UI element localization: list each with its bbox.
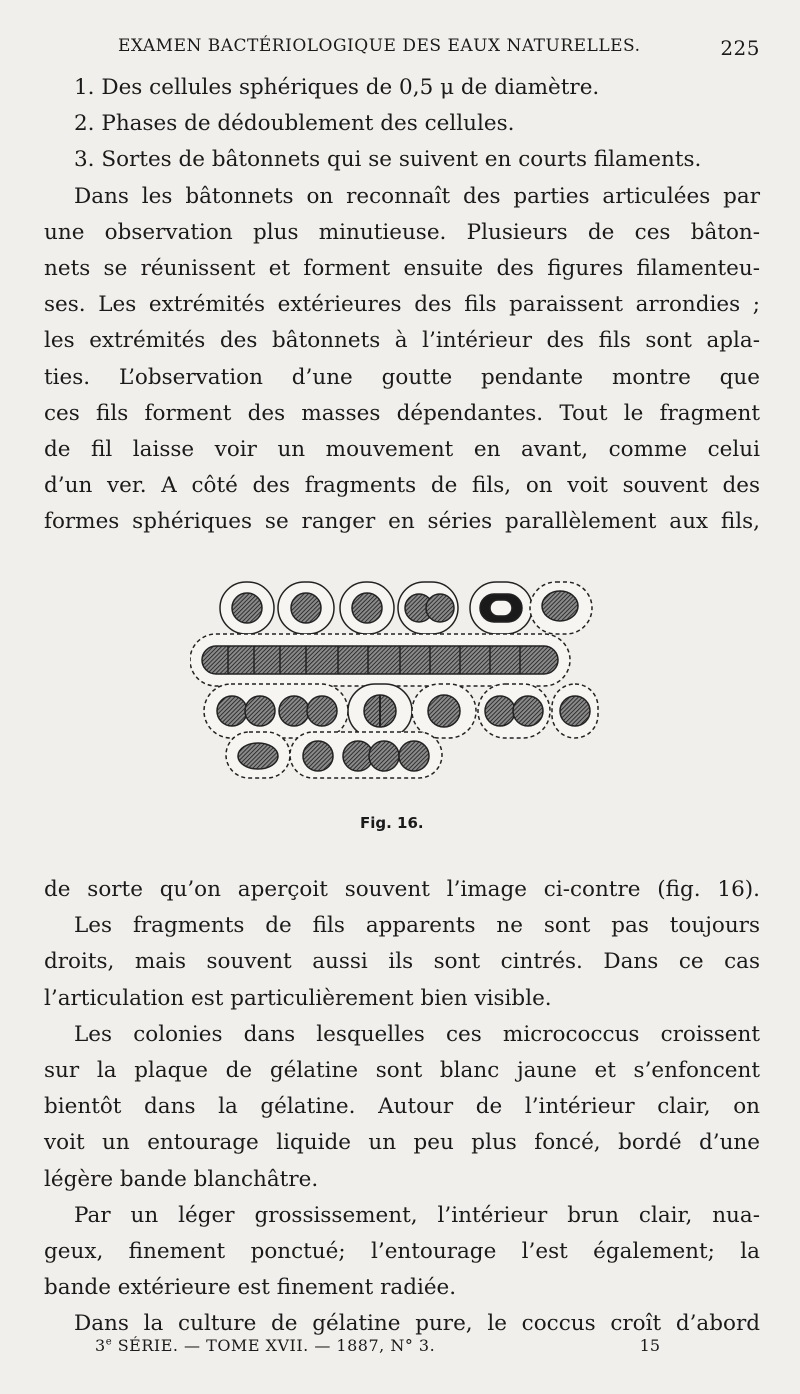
paragraph-line: les extrémités des bâtonnets à l’intérieur des fils sont apla-	[44, 328, 760, 354]
series-info: 3e SÉRIE. — TOME XVII. — 1887, N° 3.	[95, 1336, 436, 1355]
paragraph-line: ties. L’observation d’une goutte pendante montre que	[44, 364, 760, 390]
text-block-top	[44, 70, 760, 541]
cell-row-filament	[190, 634, 570, 686]
paragraph-line: une observation plus minutieuse. Plusieurs de ces bâton-	[44, 219, 760, 245]
paragraph-line: l’articulation est particulièrement bien visible.	[44, 985, 552, 1011]
paragraph-line: de sorte qu’on aperçoit souvent l’image ci-contre (fig. 16).	[44, 877, 760, 902]
paragraph-line: Les fragments de fils apparents ne sont pas toujours	[74, 913, 760, 939]
paragraph-line: Dans la culture de gélatine pure, le coccus croît d’abord	[74, 1311, 760, 1337]
cell-row-4	[226, 732, 442, 778]
cell-row-1	[220, 582, 592, 634]
paragraph-line: ses. Les extrémités extérieures des fils paraissent arrondies ;	[44, 292, 760, 318]
page-number: 225	[720, 36, 760, 60]
list-item-3: 3. Sortes de bâtonnets qui se suivent en courts filaments.	[74, 147, 702, 173]
paragraph-line: légère bande blanchâtre.	[44, 1166, 319, 1192]
list-item-2: 2. Phases de dédoublement des cellules.	[74, 111, 515, 137]
paragraph-line: ces fils forment des masses dépendantes. Tout le fragment	[44, 400, 760, 426]
text-block-bottom	[44, 872, 760, 1343]
paragraph-line: droits, mais souvent aussi ils sont cintrés. Dans ce cas	[44, 949, 760, 975]
paragraph-line: sur la plaque de gélatine sont blanc jaune et s’enfoncent	[44, 1058, 760, 1084]
paragraph-line: d’un ver. A côté des fragments de fils, on voit souvent des	[44, 473, 760, 499]
list-item-1: 1. Des cellules sphériques de 0,5 μ de diamètre.	[74, 75, 600, 100]
signature-mark: 15	[639, 1336, 660, 1355]
paragraph-line: nets se réunissent et forment ensuite des figures filamenteu-	[44, 256, 760, 282]
page-footer	[95, 1336, 660, 1355]
paragraph-line: bientôt dans la gélatine. Autour de l’intérieur clair, on	[44, 1094, 760, 1120]
paragraph-line: Les colonies dans lesquelles ces micrococcus croissent	[74, 1021, 760, 1047]
figure-caption: Fig. 16.	[360, 814, 424, 832]
running-header	[118, 36, 760, 60]
paragraph-line: Dans les bâtonnets on reconnaît des parties articulées par	[74, 183, 760, 209]
micrococcus-figure	[190, 580, 610, 780]
paragraph-line: geux, finement ponctué; l’entourage l’est également; la	[44, 1239, 760, 1265]
running-title: EXAMEN BACTÉRIOLOGIQUE DES EAUX NATURELLES.	[118, 36, 641, 56]
paragraph-line: de fil laisse voir un mouvement en avant, comme celui	[44, 437, 760, 463]
paragraph-line: formes sphériques se ranger en séries parallèlement aux fils,	[44, 509, 760, 535]
paragraph-line: voit un entourage liquide un peu plus foncé, bordé d’une	[44, 1130, 760, 1156]
paragraph-line: Par un léger grossissement, l’intérieur brun clair, nua-	[74, 1202, 760, 1228]
paragraph-line: bande extérieure est finement radiée.	[44, 1275, 457, 1301]
cell-row-3	[204, 684, 598, 738]
